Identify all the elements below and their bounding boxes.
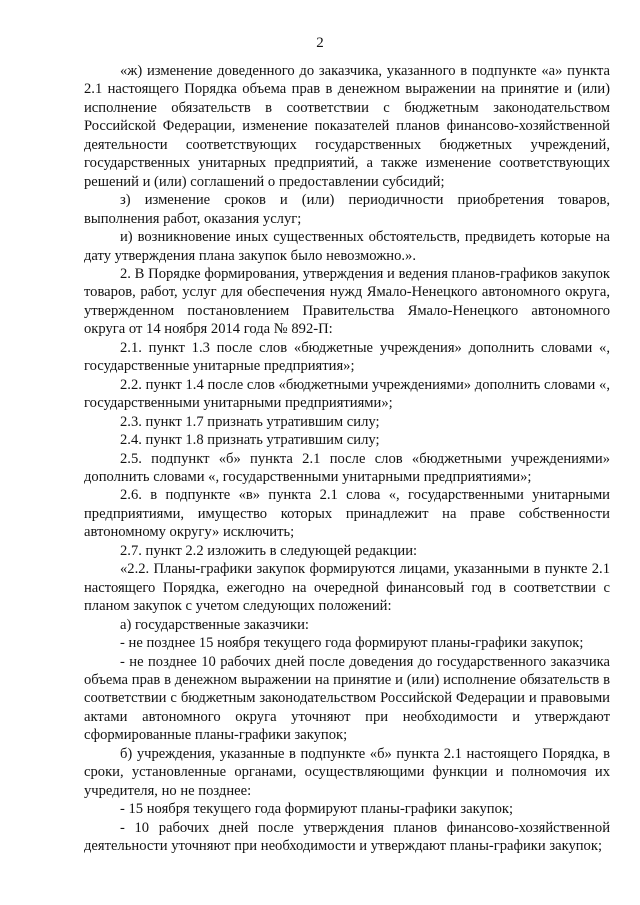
paragraph: 2.4. пункт 1.8 признать утратившим силу; [120, 432, 380, 449]
paragraph: 2.2. пункт 1.4 после слов «бюджетными учреждениями» дополнить словами «, государственными унитарными предприятиями»; [84, 376, 610, 412]
page-number: 2 [316, 35, 324, 51]
paragraph: 2.5. подпункт «б» пункта 2.1 после слов «бюджетными учреждениями» дополнить словами «, государственными унитарными предприятиями»; [84, 450, 610, 485]
paragraph: - 15 ноября текущего года формируют планы-графики закупок; [120, 801, 514, 818]
paragraph: - 10 рабочих дней после утверждения планов финансово-хозяйственной деятельности уточняют при необходимости и утверждают планы-графики закупок; [84, 819, 610, 855]
paragraph: и) возникновение иных существенных обстоятельств, предвидеть которые на дату утверждения плана закупок было невозможно.». [84, 229, 610, 264]
paragraph: 2.3. пункт 1.7 признать утратившим силу; [120, 413, 380, 430]
document-body [84, 62, 610, 855]
paragraph: 2.1. пункт 1.3 после слов «бюджетные учреждения» дополнить словами «, государственные унитарные предприятия»; [84, 339, 610, 375]
paragraph: 2.6. в подпункте «в» пункта 2.1 слова «, государственными унитарными предприятиями, имущество которых принадлежит на праве собственности автономному округу» исключить; [84, 487, 610, 541]
paragraph: - не позднее 10 рабочих дней после доведения до государственного заказчика объема прав в денежном выражении на принятие и (или) исполнение обязательств в соответствии с бюджетным законодательством Российской Федерации и правовыми актами автономного округа уточняют при необходимости и утверждают сформированные планы-графики закупок; [84, 653, 610, 744]
paragraph: б) учреждения, указанные в подпункте «б» пункта 2.1 настоящего Порядка, в сроки, установленные органами, осуществляющими функции и полномочия их учредителя, но не позднее: [84, 745, 610, 799]
paragraph: 2. В Порядке формирования, утверждения и ведения планов-графиков закупок товаров, работ, услуг для обеспечения нужд Ямало-Ненецкого автономного округа, утвержденном постановлением Правительства Ямало-Ненецкого автономного округа от 14 ноября 2014 года № 892-П: [84, 265, 610, 338]
paragraph: «ж) изменение доведенного до заказчика, указанного в подпункте «а» пункта 2.1 настоящего Порядка объема прав в денежном выражении на принятие и (или) исполнение обязательств в соответствии с бюджетным законодательством Российской Федерации, изменение показателей планов финансово-хозяйственной деятельности соответствующих государственных бюджетных учреждений, государственных унитарных предприятий, а также изменение соответствующих решений и (или) соглашений о предоставлении субсидий; [84, 63, 610, 190]
paragraph: з) изменение сроков и (или) периодичности приобретения товаров, выполнения работ, оказания услуг; [84, 192, 610, 227]
paragraph: а) государственные заказчики: [120, 616, 309, 633]
paragraph: 2.7. пункт 2.2 изложить в следующей редакции: [120, 542, 418, 559]
paragraph: «2.2. Планы-графики закупок формируются лицами, указанными в пункте 2.1 настоящего Порядка, ежегодно на очередной финансовый год в соответствии с планом закупок с учетом следующих положений: [84, 561, 610, 615]
paragraph: - не позднее 15 ноября текущего года формируют планы-графики закупок; [120, 635, 584, 652]
